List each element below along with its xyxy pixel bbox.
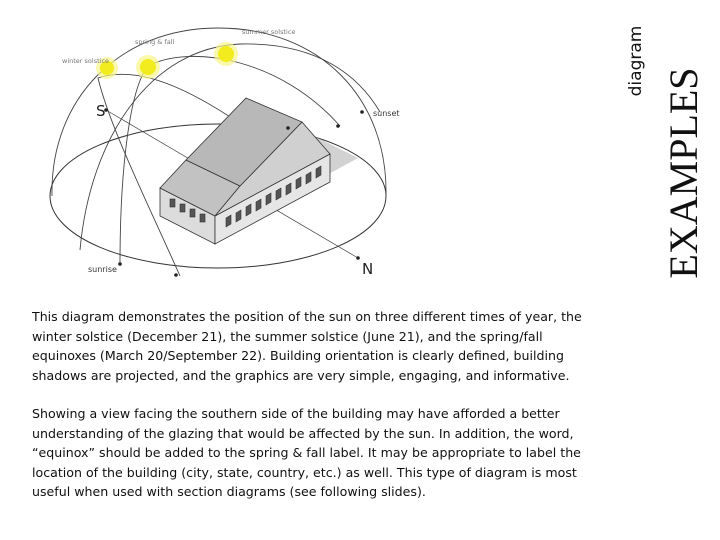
critique-paragraph: Showing a view facing the southern side of the building may have afforded a better understanding of the glazing that would be affected by the sun. In addition, the word, “equinox” should be added to the spring & fall label. It may be appropriate to label the location of the building (city, state, country, etc.) as well. This type of diagram is most useful when used with section diagrams (see following slides). (32, 406, 581, 499)
label-south: S (96, 102, 106, 120)
description-paragraph: This diagram demonstrates the position of the sun on three different times of year, the winter solstice (December 21), the summer solstice (June 21), and the spring/fall equinoxes (March 20/September 22). Building orientation is clearly defined, building shadows are projected, and the graphics are very simple, engaging, and informative. (32, 309, 582, 383)
label-north: N (362, 260, 374, 278)
sun-spring-fall (140, 59, 156, 75)
sun-path-svg (40, 18, 400, 288)
sun-summer (218, 46, 234, 62)
building (160, 98, 330, 244)
slide-title: EXAMPLES (661, 67, 706, 279)
label-summer-solstice: summer solstice (242, 28, 296, 36)
label-sunset: sunset (373, 109, 400, 118)
label-winter-solstice: winter solstice (62, 57, 110, 65)
slide-subtitle: diagram (626, 25, 646, 97)
label-spring-fall: spring & fall (135, 38, 175, 46)
sun-markers (96, 42, 238, 79)
label-sunrise: sunrise (88, 265, 117, 274)
sun-path-diagram (40, 18, 400, 288)
